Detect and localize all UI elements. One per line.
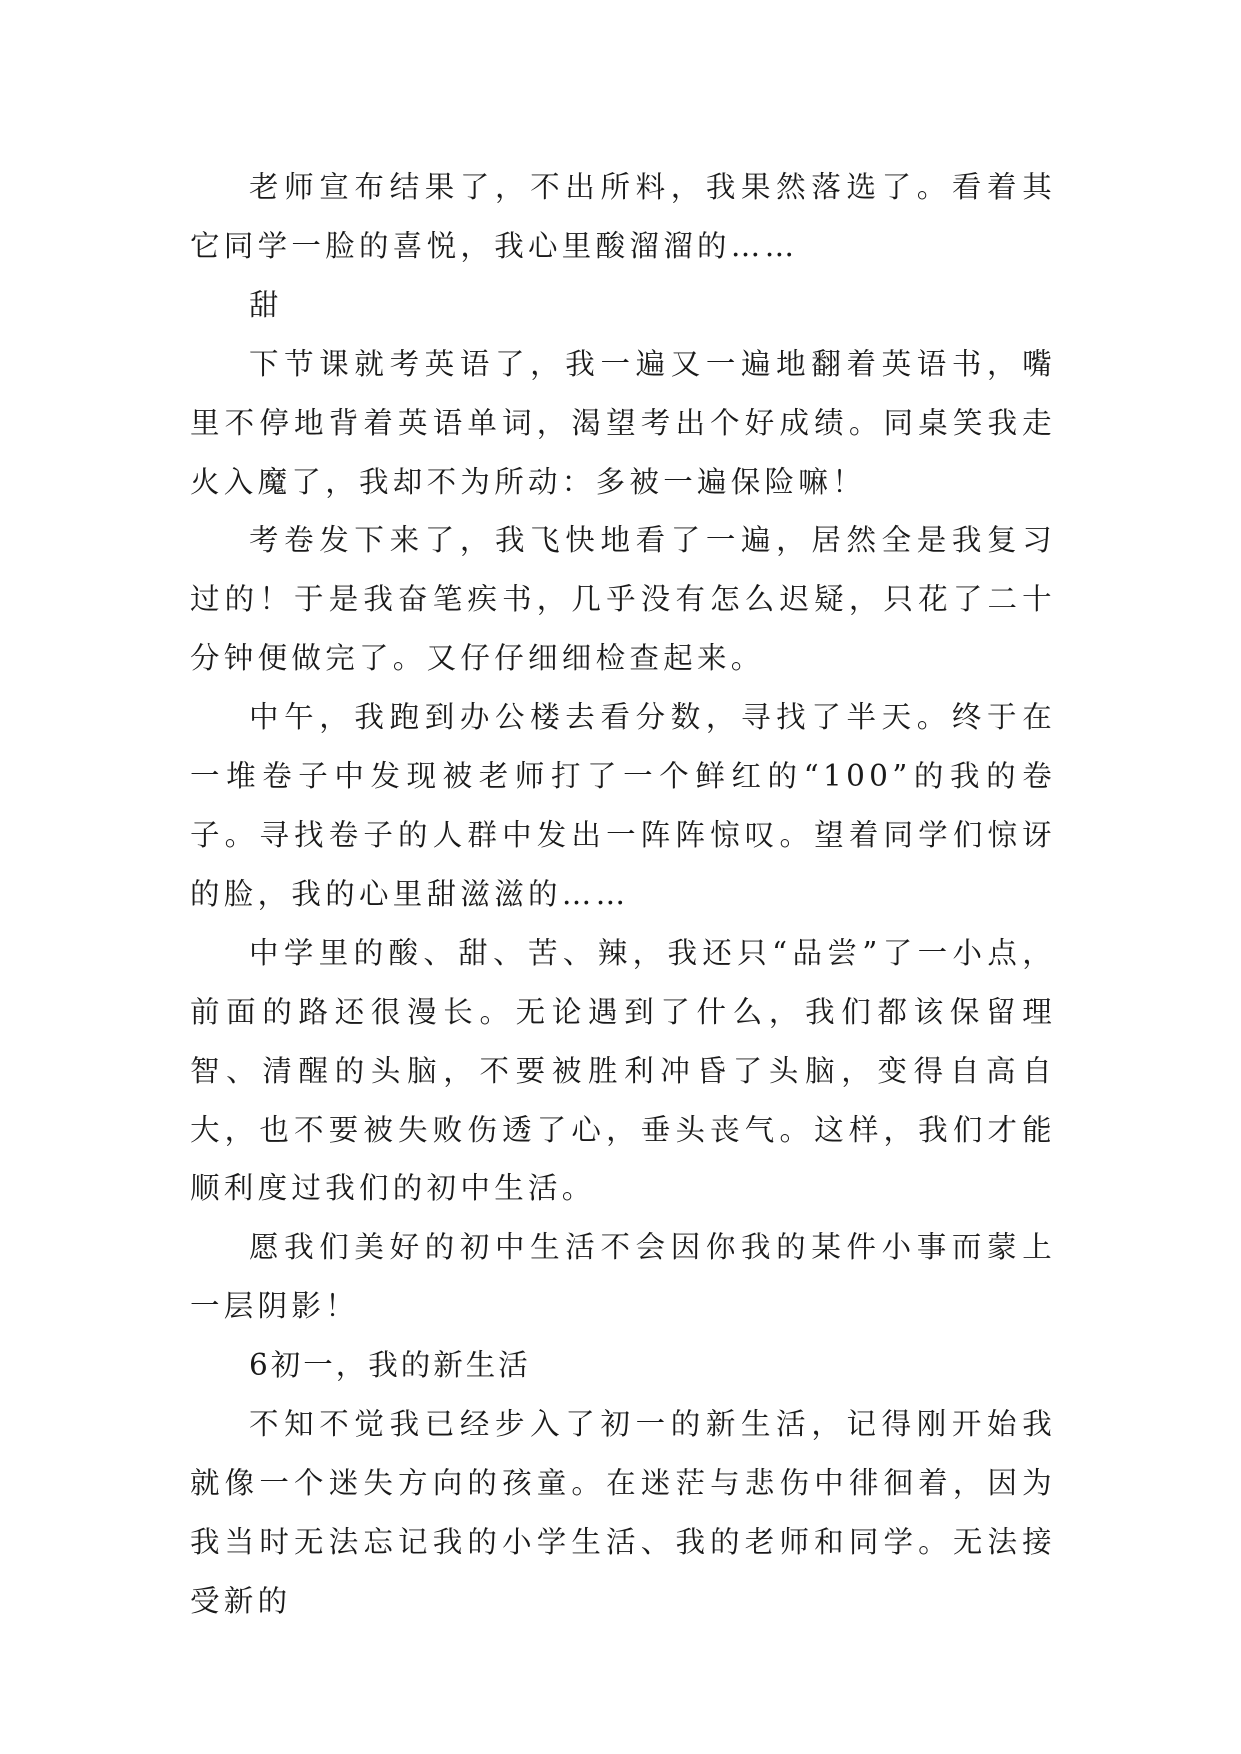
paragraph-new-life: 不知不觉我已经步入了初一的新生活，记得刚开始我就像一个迷失方向的孩童。在迷茫与悲伤中徘徊着，因为我当时无法忘记我的小学生活、我的老师和同学。无法接受新的 (190, 1407, 1056, 1618)
section-heading-sweet: 甜 (249, 287, 283, 322)
paragraph-reflection: 中学里的酸、甜、苦、辣，我还只“品尝”了一小点，前面的路还很漫长。无论遇到了什么，我们都该保留理智、清醒的头脑，不要被胜利冲昏了头脑，变得自高自大，也不要被失败伤透了心，垂头丧气。这样，我们才能顺利度过我们的初中生活。 (190, 935, 1056, 1206)
document-page (190, 158, 1056, 1631)
paragraph-sour-ending: 老师宣布结果了，不出所料，我果然落选了。看着其它同学一脸的喜悦，我心里酸溜溜的…… (190, 170, 1056, 263)
essay-title: 6初一，我的新生活 (249, 1348, 531, 1383)
paragraph-wish: 愿我们美好的初中生活不会因你我的某件小事而蒙上一层阴影！ (190, 1230, 1056, 1324)
paragraph-exam: 考卷发下来了，我飞快地看了一遍，居然全是我复习过的！于是我奋笔疾书，几乎没有怎么迟疑，只花了二十分钟便做完了。又仔仔细细检查起来。 (190, 523, 1056, 676)
paragraph-english-review: 下节课就考英语了，我一遍又一遍地翻着英语书，嘴里不停地背着英语单词，渴望考出个好成绩。同桌笑我走火入魔了，我却不为所动：多被一遍保险嘛！ (190, 346, 1056, 499)
paragraph-score: 中午，我跑到办公楼去看分数，寻找了半天。终于在一堆卷子中发现被老师打了一个鲜红的“100”的我的卷子。寻找卷子的人群中发出一阵阵惊叹。望着同学们惊讶的脸，我的心里甜滋滋的…… (190, 700, 1056, 911)
